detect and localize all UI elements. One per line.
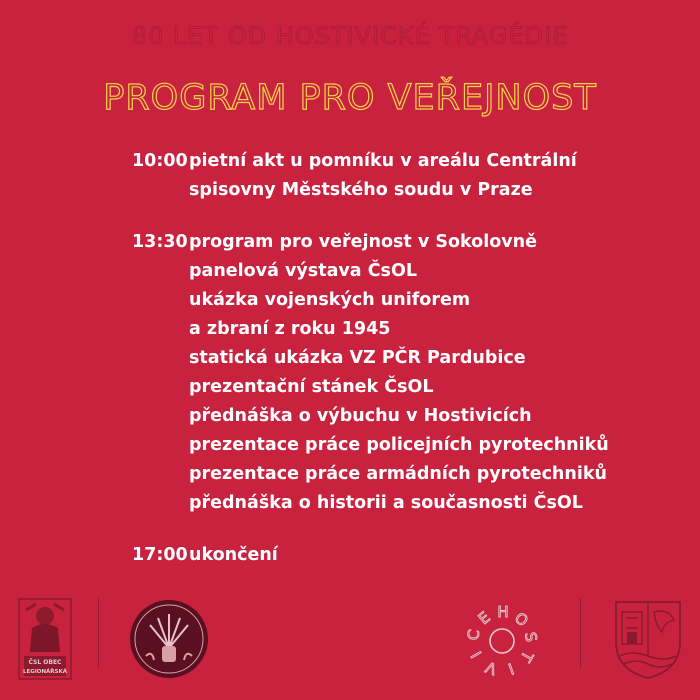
svg-text:V: V xyxy=(483,657,500,679)
legionarska-line2: LEGIONÁŘSKÁ xyxy=(22,669,68,675)
partner-logos xyxy=(0,590,700,690)
entry-line: prezentace práce policejních pyrotechniků xyxy=(189,435,609,455)
program-entry xyxy=(132,147,609,205)
entry-lines xyxy=(189,228,609,518)
entry-line: program pro veřejnost v Sokolovně xyxy=(189,232,537,252)
entry-line: ukázka vojenských uniforem xyxy=(189,290,471,310)
program-schedule xyxy=(132,147,609,570)
logo-divider xyxy=(98,598,99,668)
legionnaire-emblem-icon xyxy=(18,598,72,680)
entry-lines xyxy=(189,147,577,205)
entry-time: 17:00 xyxy=(132,545,188,565)
event-subtitle: 80 LET OD HOSTIVICKÉ TRAGÉDIE xyxy=(131,22,569,50)
entry-line: přednáška o výbuchu v Hostivicích xyxy=(189,406,532,426)
svg-text:C: C xyxy=(463,628,484,642)
svg-text:E: E xyxy=(474,608,494,629)
entry-line: pietní akt u pomníku v areálu Centrální xyxy=(189,151,577,171)
entry-line: přednáška o historii a současnosti ČsOL xyxy=(189,493,583,513)
entry-lines xyxy=(189,541,278,570)
svg-text:H: H xyxy=(497,603,509,621)
entry-line: prezentace práce armádních pyrotechniků xyxy=(189,464,607,484)
entry-line: prezentační stánek ČsOL xyxy=(189,377,434,397)
legionarska-line1: ČSL OBEC xyxy=(28,659,62,666)
svg-text:I: I xyxy=(505,659,517,678)
entry-line: a zbraní z roku 1945 xyxy=(189,319,391,339)
program-entry xyxy=(132,541,609,570)
page-title: PROGRAM PRO VEŘEJNOST xyxy=(103,78,597,118)
program-entry xyxy=(132,228,609,518)
entry-time: 13:30 xyxy=(132,232,188,252)
round-emblem-icon xyxy=(128,598,210,680)
svg-text:O: O xyxy=(511,608,532,631)
coat-of-arms-icon xyxy=(612,598,684,680)
svg-text:I: I xyxy=(467,648,486,662)
entry-time: 10:00 xyxy=(132,151,188,171)
entry-line: ukončení xyxy=(189,545,278,565)
svg-text:S: S xyxy=(521,630,541,644)
hostivice-logo-icon xyxy=(455,595,550,685)
logo-divider xyxy=(580,598,581,668)
entry-line: panelová výstava ČsOL xyxy=(189,261,417,281)
svg-text:T: T xyxy=(516,647,537,665)
entry-line: statická ukázka VZ PČR Pardubice xyxy=(189,348,526,368)
entry-line: spisovny Městského soudu v Praze xyxy=(189,180,533,200)
